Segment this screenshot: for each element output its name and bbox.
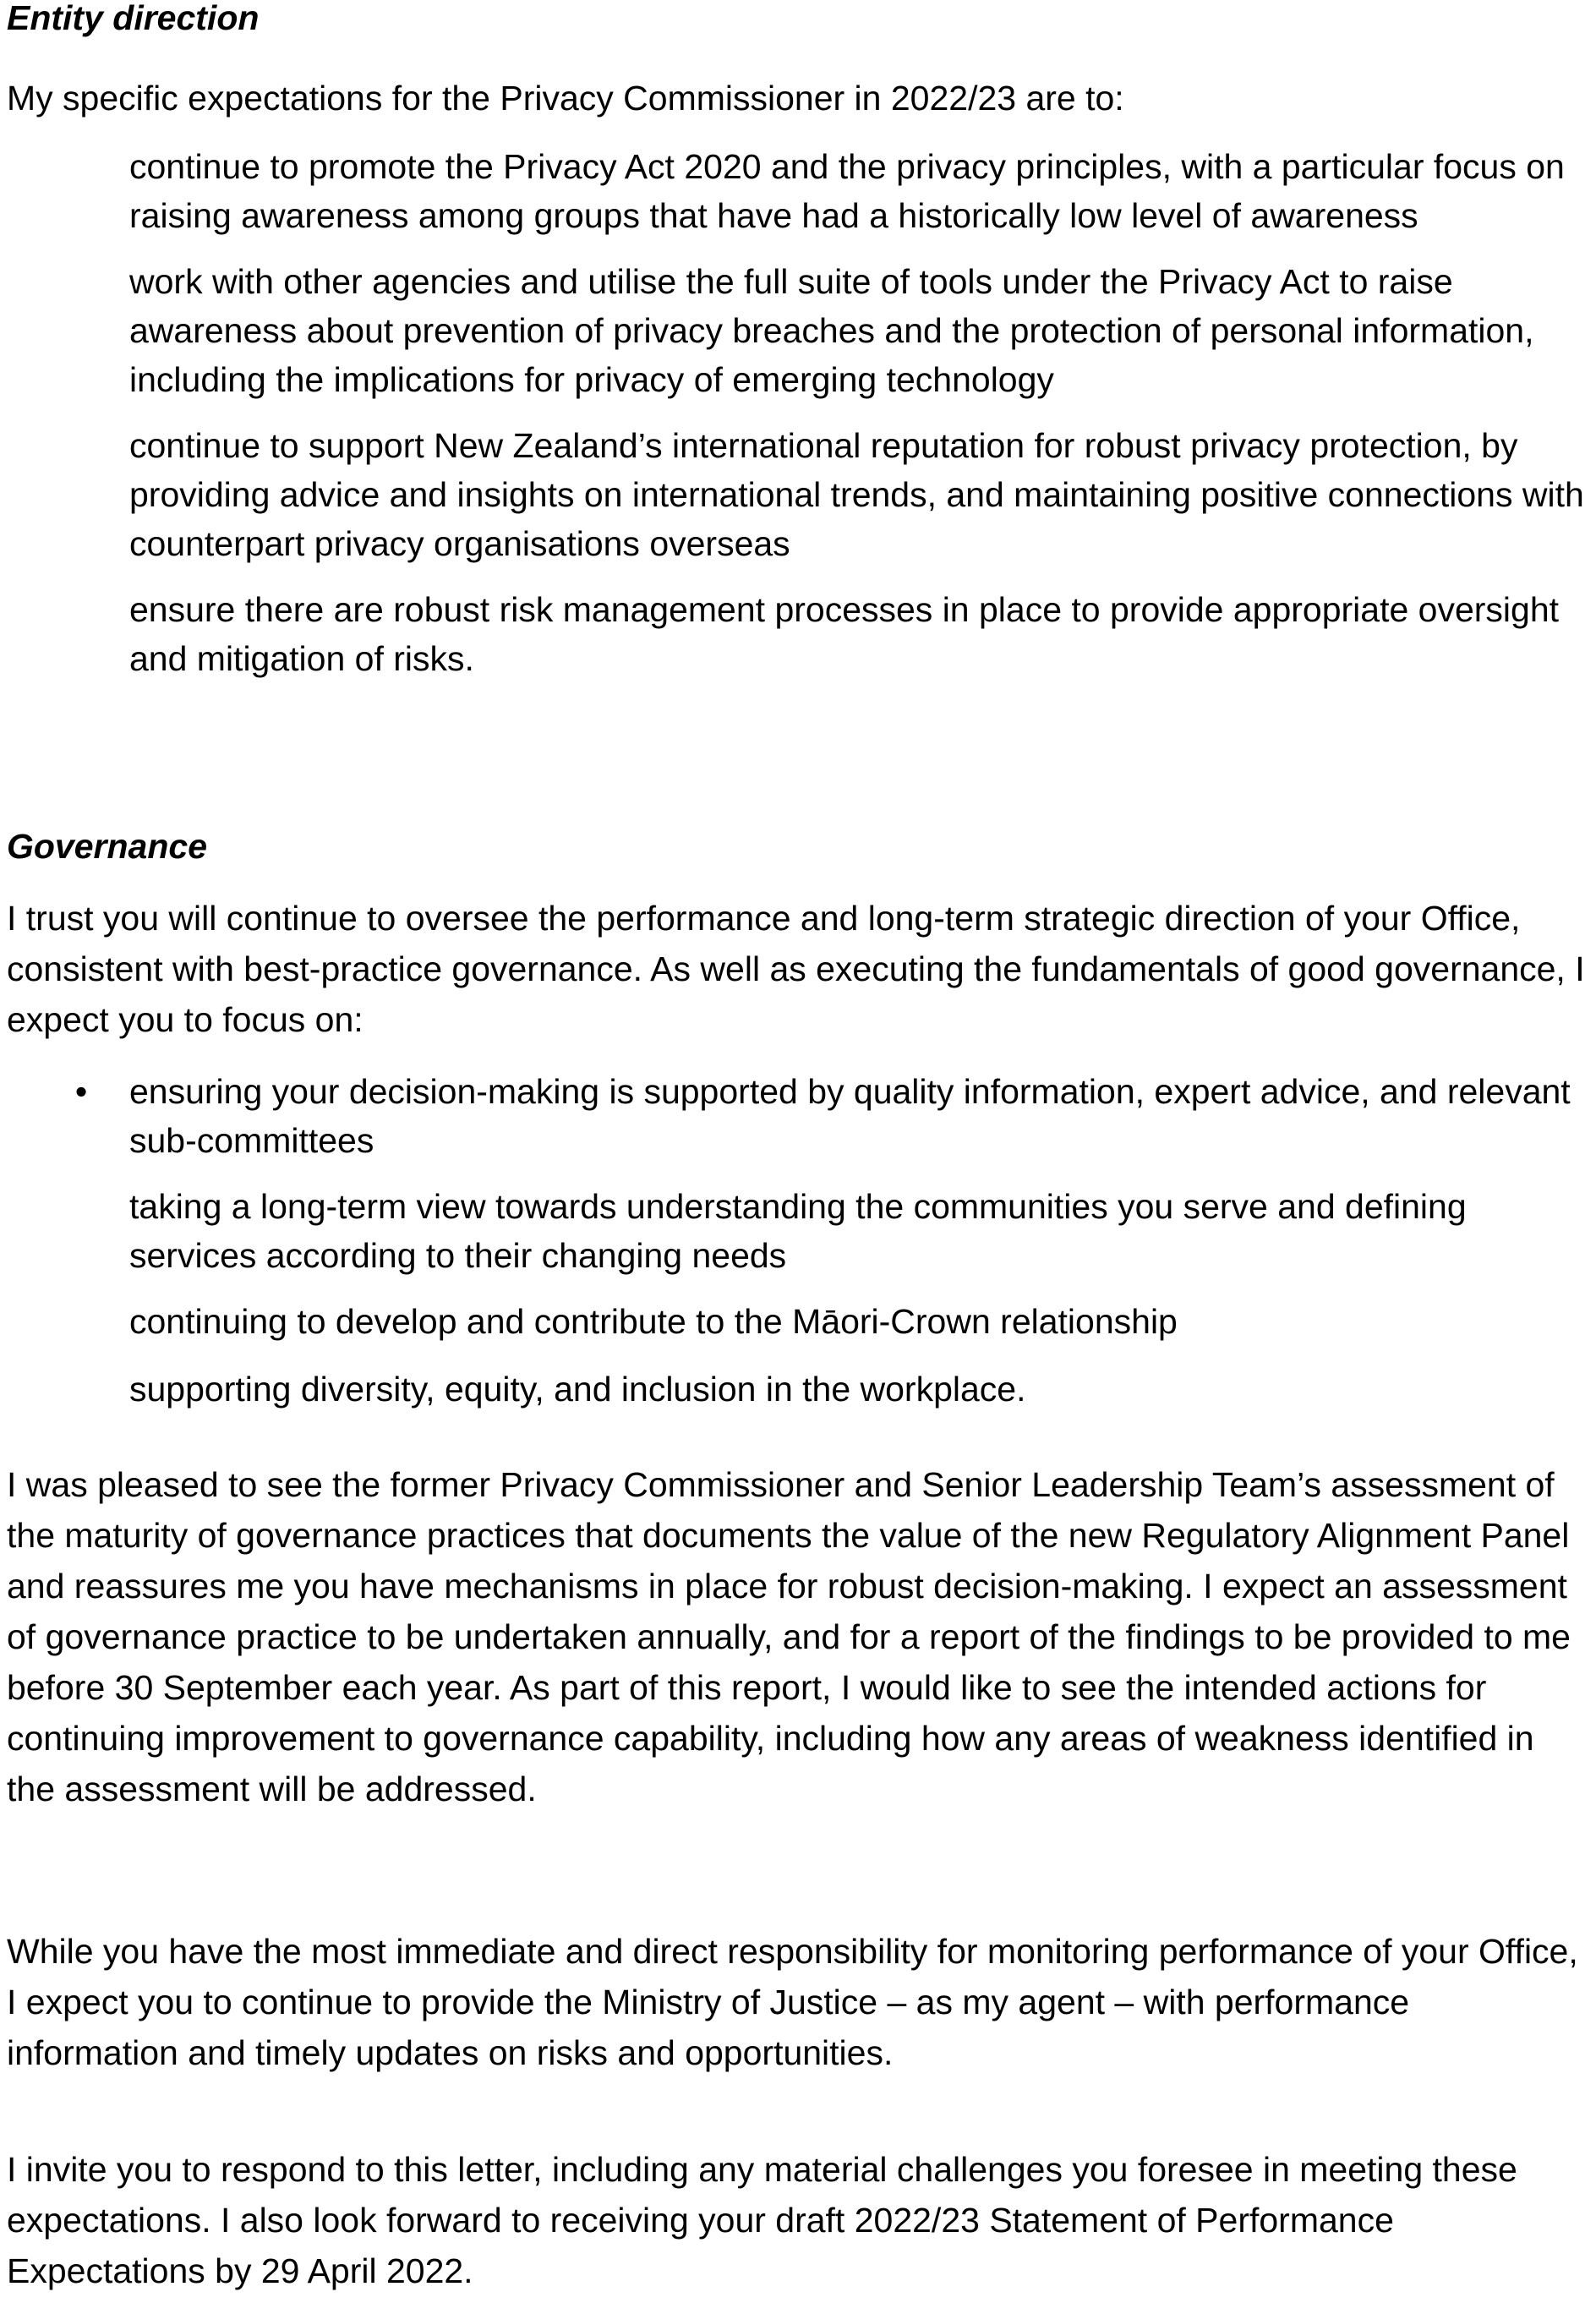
list-item — [7, 421, 1588, 568]
entity-direction-intro: My specific expectations for the Privacy Commissioner in 2022/23 are to: — [7, 79, 1124, 118]
list-item — [7, 142, 1588, 240]
list-item — [7, 585, 1588, 683]
list-item-text: continuing to develop and contribute to the Māori-Crown relationship — [129, 1302, 1178, 1341]
list-item-text: continue to support New Zealand’s international reputation for robust privacy protection, by providing advice and insights on international trends, and maintaining positive connections with counterpart privacy organisations overseas — [129, 426, 1584, 563]
list-item-text: supporting diversity, equity, and inclusion in the workplace. — [129, 1370, 1026, 1409]
list-item — [7, 1067, 1588, 1165]
governance-intro: I trust you will continue to oversee the performance and long-term strategic direction of your Office, consistent with best-practice governance. As well as executing the fundamentals of good governance, I expect you to focus on: — [7, 899, 1585, 1039]
monitoring-paragraph: While you have the most immediate and direct responsibility for monitoring performance of your Office, I expect you to continue to provide the Ministry of Justice – as my agent – with performance information and timely updates on risks and opportunities. — [7, 1932, 1578, 2072]
entity-direction-heading: Entity direction — [7, 0, 260, 37]
list-item-text: ensuring your decision-making is supported by quality information, expert advice, and relevant sub-committees — [129, 1072, 1571, 1160]
list-item — [7, 1297, 1588, 1346]
list-item — [7, 1182, 1588, 1280]
governance-assessment-paragraph: I was pleased to see the former Privacy Commissioner and Senior Leadership Team’s assessment of the maturity of governance practices that documents the value of the new Regulatory Alignment Panel and reassures me you have mechanisms in place for robust decision-making. I expect an assessment of governance practice to be undertaken annually, and for a report of the findings to be provided to me before 30 September each year. As part of this report, I would like to see the intended actions for continuing improvement to governance capability, including how any areas of weakness identified in the assessment will be addressed. — [7, 1465, 1571, 1808]
list-item-text: work with other agencies and utilise the full suite of tools under the Privacy Act to raise awareness about prevention of privacy breaches and the protection of personal information, including the implications for privacy of emerging technology — [129, 262, 1534, 399]
list-item-text: continue to promote the Privacy Act 2020 and the privacy principles, with a particular focus on raising awareness among groups that have had a historically low level of awareness — [129, 147, 1565, 235]
bullet-icon: • — [74, 1072, 88, 1111]
governance-heading: Governance — [7, 827, 207, 866]
list-item-text: taking a long-term view towards understanding the communities you serve and defining services according to their changing needs — [129, 1187, 1467, 1275]
invitation-paragraph: I invite you to respond to this letter, including any material challenges you foresee in meeting these expectations. I also look forward to receiving your draft 2022/23 Statement of Performance Expectations by 29 April 2022. — [7, 2150, 1517, 2290]
list-item — [7, 1365, 1588, 1414]
list-item-text: ensure there are robust risk management processes in place to provide appropriate oversight and mitigation of risks. — [129, 590, 1560, 678]
list-item — [7, 257, 1588, 404]
entity-direction-list — [7, 142, 1588, 700]
governance-list — [7, 1067, 1588, 1430]
